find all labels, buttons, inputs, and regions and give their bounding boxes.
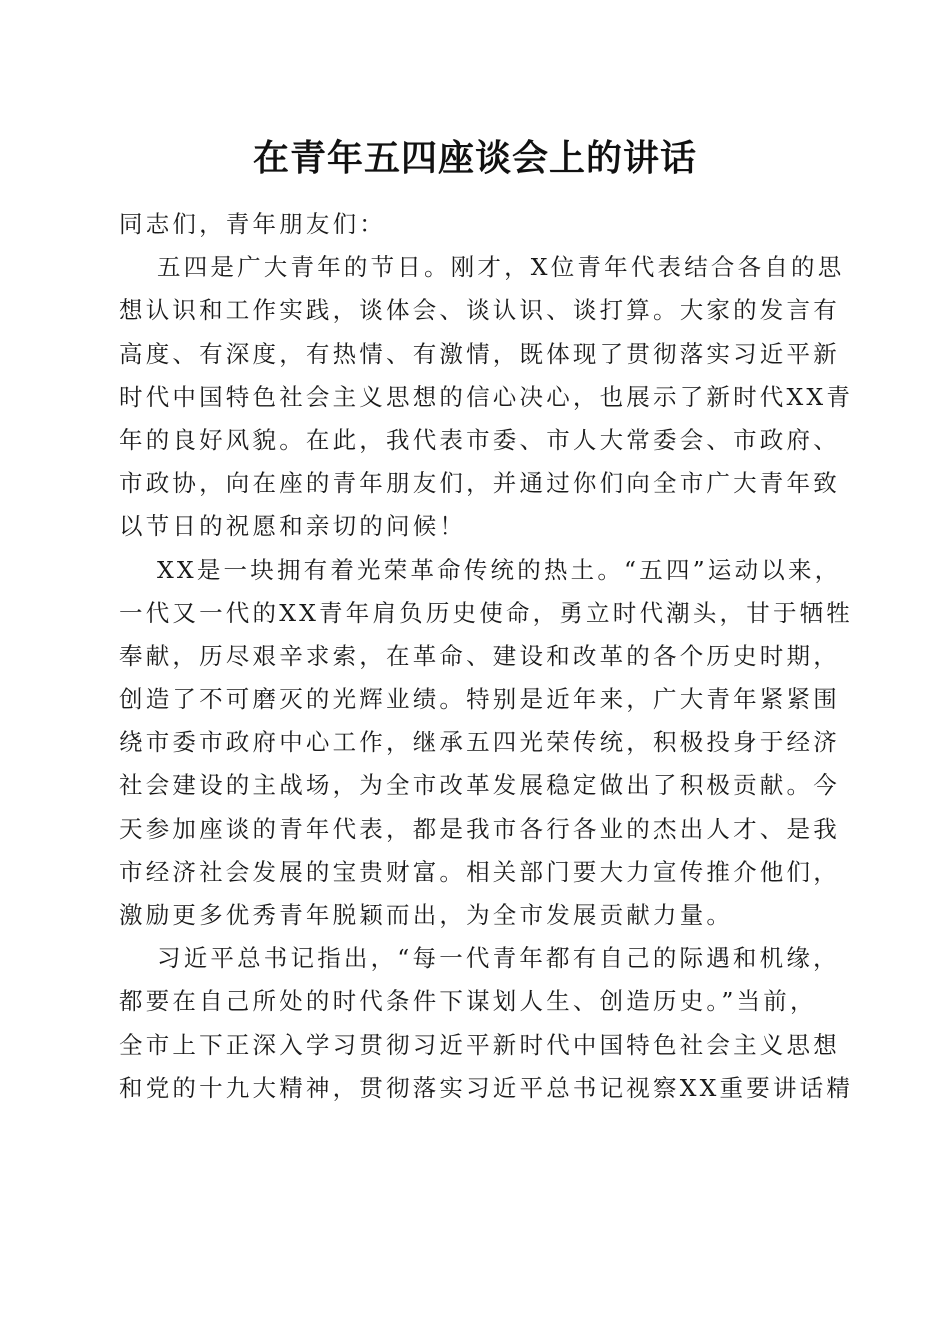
paragraph-line: 习近平总书记指出，“每一代青年都有自己的际遇和机缘， — [157, 944, 840, 973]
paragraph-line: 天参加座谈的青年代表，都是我市各行各业的杰出人才、是我 — [119, 814, 840, 843]
paragraph-line: 和党的十九大精神，贯彻落实习近平总书记视察XX重要讲话精 — [119, 1073, 854, 1102]
paragraph-line: 全市上下正深入学习贯彻习近平新时代中国特色社会主义思想 — [119, 1030, 840, 1059]
paragraph-line: 市经济社会发展的宝贵财富。相关部门要大力宣传推介他们， — [119, 857, 840, 886]
paragraph-line: 奉献，历尽艰辛求索，在革命、建设和改革的各个历史时期， — [119, 641, 840, 670]
document-title: 在青年五四座谈会上的讲话 — [252, 137, 697, 179]
paragraph-line: XX是一块拥有着光荣革命传统的热土。“五四”运动以来， — [157, 555, 842, 584]
paragraph-line: 创造了不可磨灭的光辉业绩。特别是近年来，广大青年紧紧围 — [119, 685, 840, 714]
paragraph-line: 激励更多优秀青年脱颖而出，为全市发展贡献力量。 — [119, 901, 734, 929]
paragraph-line: 想认识和工作实践，谈体会、谈认识、谈打算。大家的发言有 — [119, 296, 840, 325]
paragraph-line: 都要在自己所处的时代条件下谋划人生、创造历史。”当前， — [119, 987, 817, 1016]
document-body — [119, 203, 854, 1110]
paragraph-line: 市政协，向在座的青年朋友们，并通过你们向全市广大青年致 — [119, 469, 840, 498]
paragraph-line: 年的良好风貌。在此，我代表市委、市人大常委会、市政府、 — [119, 425, 840, 454]
paragraph-line: 时代中国特色社会主义思想的信心决心，也展示了新时代XX青 — [119, 382, 854, 411]
paragraph-line: 社会建设的主战场，为全市改革发展稳定做出了积极贡献。今 — [119, 771, 840, 800]
paragraph-line: 以节日的祝愿和亲切的问候！ — [119, 512, 467, 541]
paragraph-line: 高度、有深度，有热情、有激情，既体现了贯彻落实习近平新 — [119, 339, 840, 368]
paragraph-line: 绕市委市政府中心工作，继承五四光荣传统，积极投身于经济 — [119, 728, 840, 757]
salutation-line: 同志们，青年朋友们： — [119, 210, 386, 238]
paragraph-line: 一代又一代的XX青年肩负历史使命，勇立时代潮头，甘于牺牲 — [119, 598, 854, 627]
paragraph-line: 五四是广大青年的节日。刚才，X位青年代表结合各自的思 — [157, 253, 845, 282]
